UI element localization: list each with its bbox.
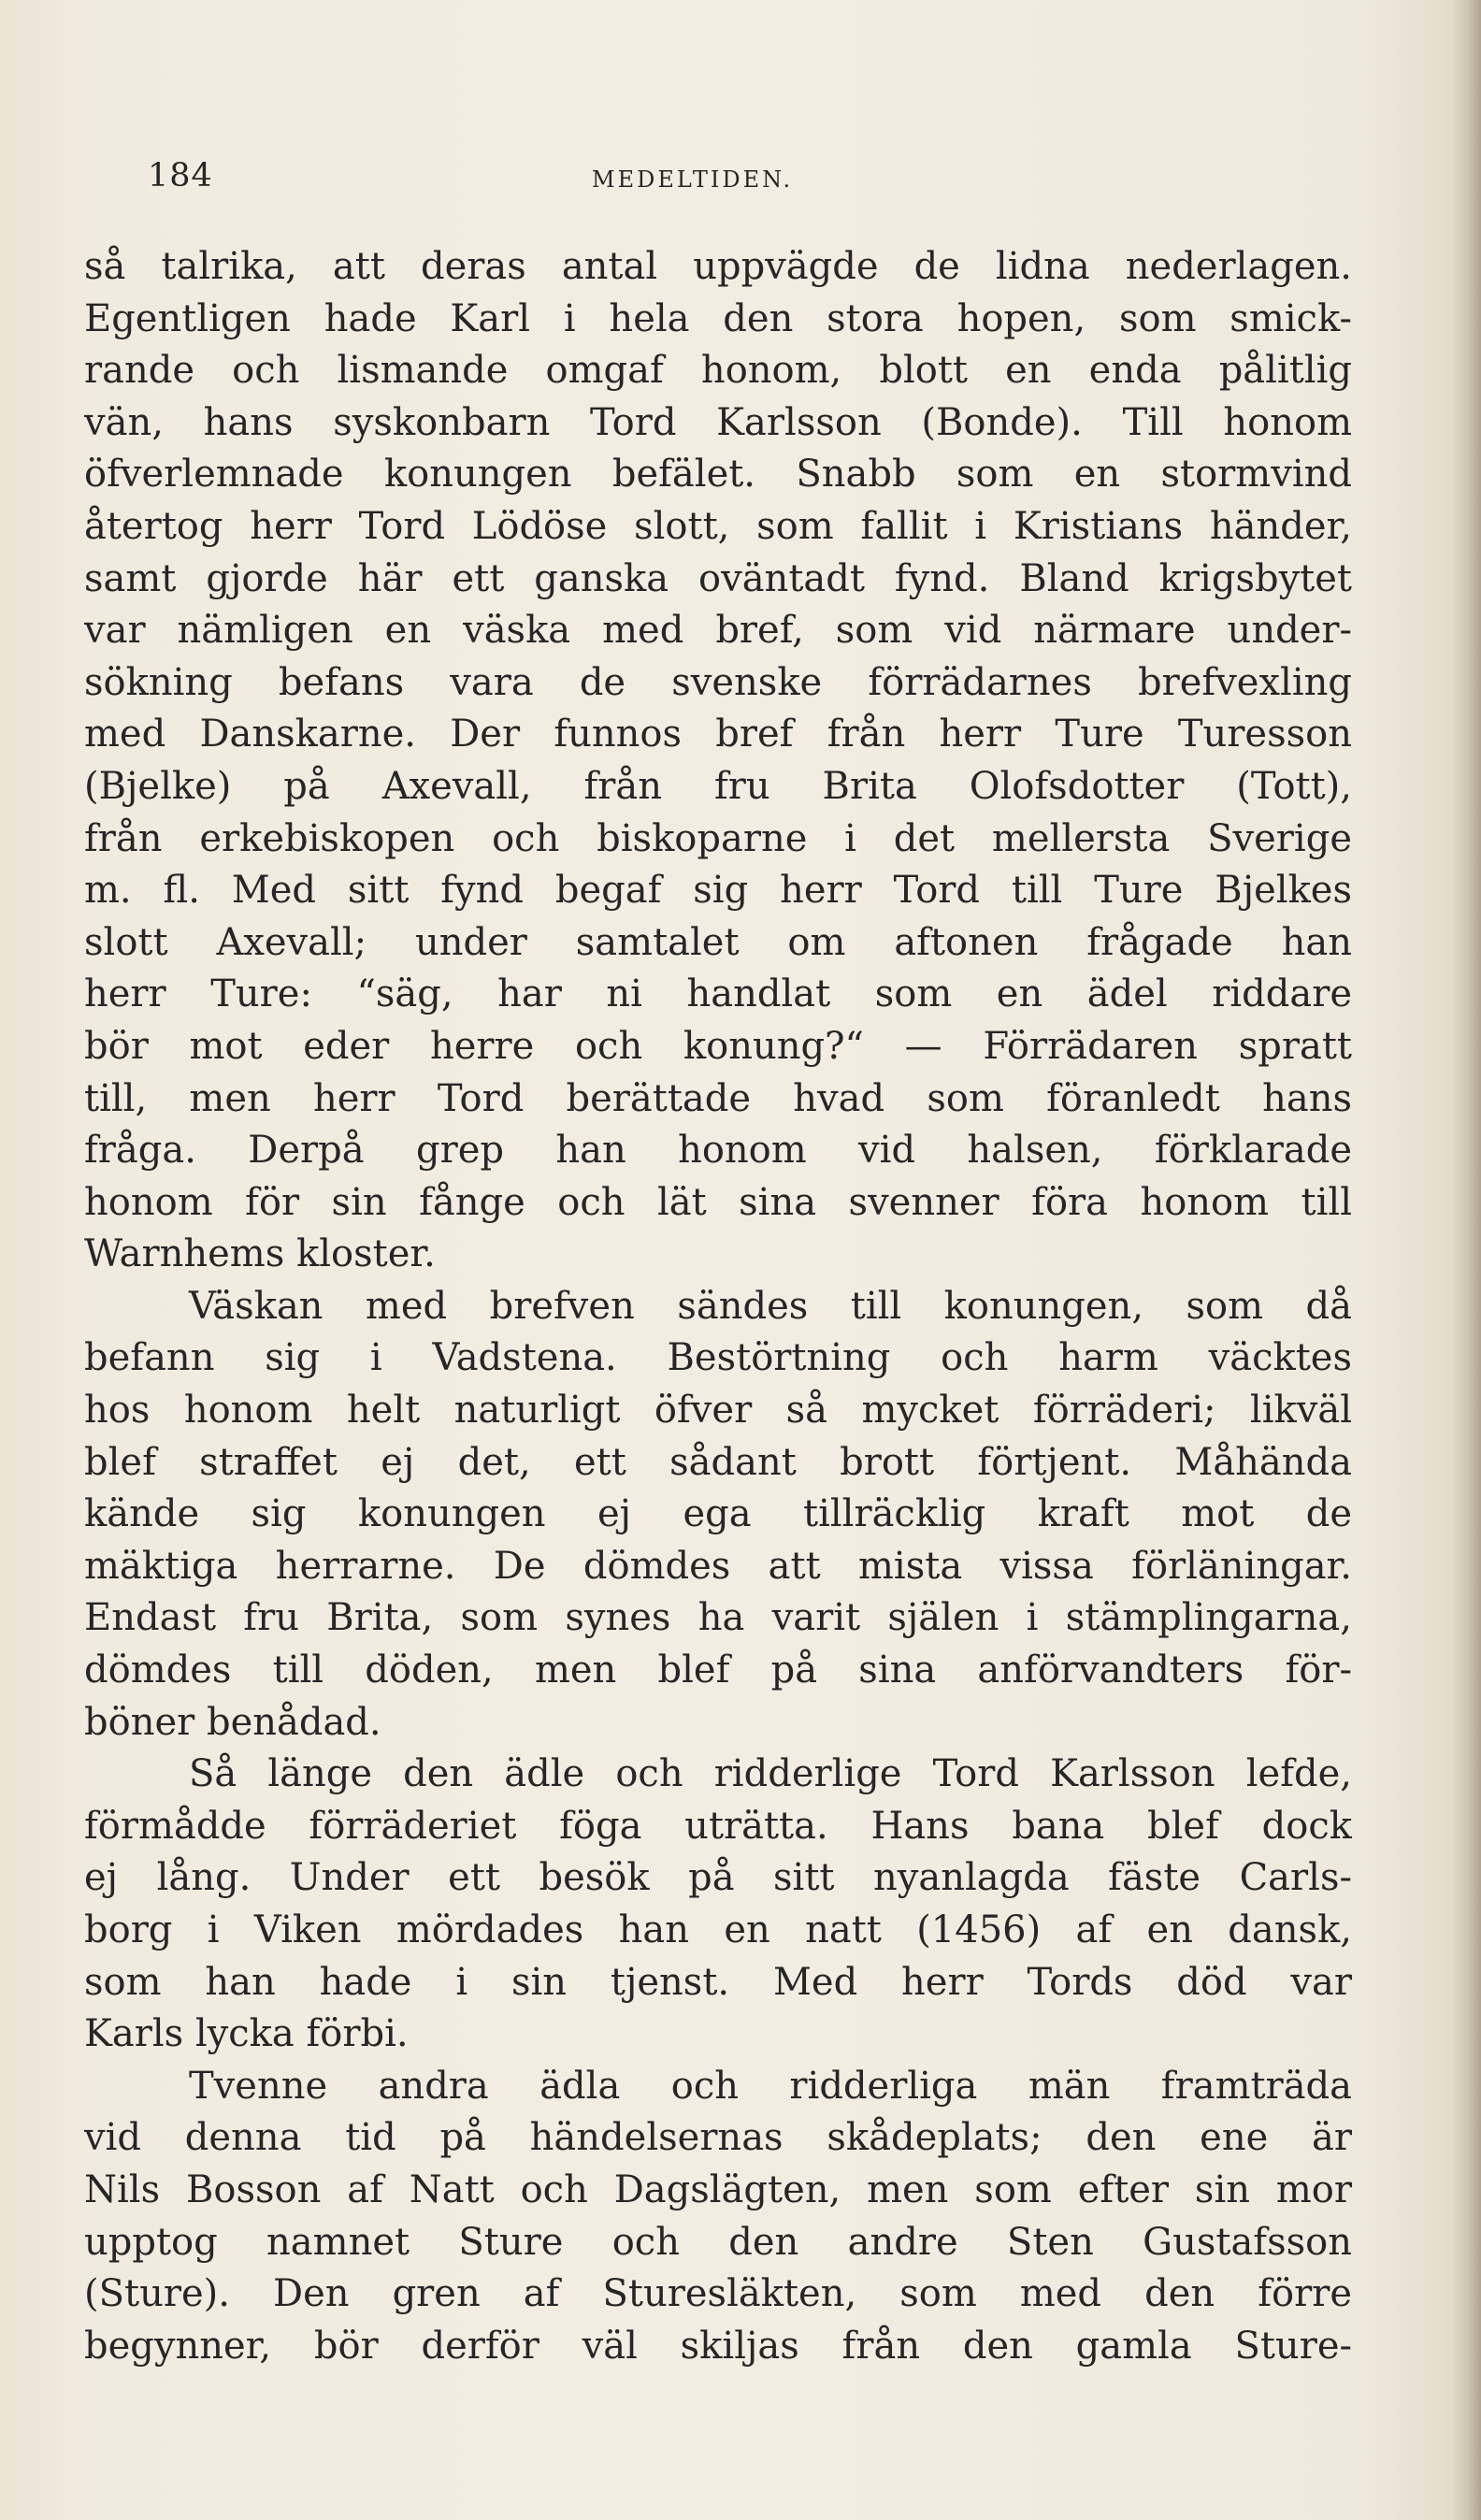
text-line: var nämligen en väska med bref, som vid närmare under- bbox=[84, 609, 1352, 653]
text-line: mäktiga herrarne. De dömdes att mista vissa förläningar. bbox=[84, 1544, 1352, 1588]
text-line: befann sig i Vadstena. Bestörtning och harm väcktes bbox=[84, 1336, 1352, 1380]
running-head: MEDELTIDEN. bbox=[592, 166, 794, 193]
text-line: till, men herr Tord berättade hvad som föranledt hans bbox=[84, 1076, 1352, 1120]
text-line: sökning befans vara de svenske förrädarnes brefvexling bbox=[84, 660, 1352, 704]
body-text bbox=[84, 241, 1352, 2372]
text-line: hos honom helt naturligt öfver så mycket förräderi; likväl bbox=[84, 1389, 1352, 1433]
text-line: öfverlemnade konungen befälet. Snabb som en stormvind bbox=[84, 453, 1352, 497]
text-line: med Danskarne. Der funnos bref från herr Ture Turesson bbox=[84, 713, 1352, 756]
text-line: m. fl. Med sitt fynd begaf sig herr Tord till Ture Bjelkes bbox=[84, 869, 1352, 913]
text-line: rande och lismande omgaf honom, blott en enda pålitlig bbox=[84, 349, 1352, 393]
page-header bbox=[148, 157, 1344, 204]
text-line: Så länge den ädle och ridderlige Tord Karlsson lefde, bbox=[189, 1752, 1352, 1796]
text-line: honom för sin fånge och lät sina svenner föra honom till bbox=[84, 1180, 1352, 1224]
text-line: som han hade i sin tjenst. Med herr Tords död var bbox=[84, 1960, 1352, 2004]
page-edge-shadow bbox=[1453, 0, 1481, 2520]
text-line: förmådde förräderiet föga uträtta. Hans bana blef dock bbox=[84, 1804, 1352, 1848]
text-line: (Sture). Den gren af Sturesläkten, som med den förre bbox=[84, 2272, 1352, 2316]
text-line: blef straffet ej det, ett sådant brott förtjent. Måhända bbox=[84, 1440, 1352, 1484]
text-line: vid denna tid på händelsernas skådeplats; den ene är bbox=[84, 2116, 1352, 2160]
text-line: Karls lycka förbi. bbox=[84, 2012, 409, 2056]
text-line: Egentligen hade Karl i hela den stora hopen, som smick- bbox=[84, 296, 1352, 340]
text-line: från erkebiskopen och biskoparne i det mellersta Sverige bbox=[84, 816, 1352, 860]
text-line: Endast fru Brita, som synes ha varit själen i stämplingarna, bbox=[84, 1596, 1352, 1640]
text-line: dömdes till döden, men blef på sina anförvandters för- bbox=[84, 1649, 1352, 1692]
page-number: 184 bbox=[148, 157, 213, 194]
text-line: borg i Viken mördades han en natt (1456) af en dansk, bbox=[84, 1908, 1352, 1951]
text-line: ej lång. Under ett besök på sitt nyanlagda fäste Carls- bbox=[84, 1856, 1352, 1900]
text-line: Nils Bosson af Natt och Dagslägten, men som efter sin mor bbox=[84, 2167, 1352, 2211]
text-line: så talrika, att deras antal uppvägde de lidna nederlagen. bbox=[84, 245, 1352, 288]
text-line: begynner, bör derför väl skiljas från den gamla Sture- bbox=[84, 2324, 1352, 2368]
text-line: Warnhems kloster. bbox=[84, 1232, 436, 1276]
text-line: upptog namnet Sture och den andre Sten Gustafsson bbox=[84, 2220, 1352, 2264]
text-line: bör mot eder herre och konung?“ — Förrädaren spratt bbox=[84, 1024, 1352, 1068]
text-line: vän, hans syskonbarn Tord Karlsson (Bonde). Till honom bbox=[84, 400, 1352, 444]
text-line: (Bjelke) på Axevall, från fru Brita Olofsdotter (Tott), bbox=[84, 764, 1352, 808]
text-line: samt gjorde här ett ganska oväntadt fynd. Bland krigsbytet bbox=[84, 556, 1352, 600]
text-line: fråga. Derpå grep han honom vid halsen, förklarade bbox=[84, 1129, 1352, 1173]
text-line: återtog herr Tord Lödöse slott, som fallit i Kristians händer, bbox=[84, 504, 1352, 548]
text-line: böner benådad. bbox=[84, 1700, 381, 1744]
text-line: slott Axevall; under samtalet om aftonen frågade han bbox=[84, 920, 1352, 964]
text-line: kände sig konungen ej ega tillräcklig kraft mot de bbox=[84, 1492, 1352, 1536]
text-line: Tvenne andra ädla och ridderliga män framträda bbox=[189, 2064, 1352, 2108]
text-line: herr Ture: “säg, har ni handlat som en ädel riddare bbox=[84, 972, 1352, 1016]
text-line: Väskan med brefven sändes till konungen, som då bbox=[189, 1284, 1352, 1328]
